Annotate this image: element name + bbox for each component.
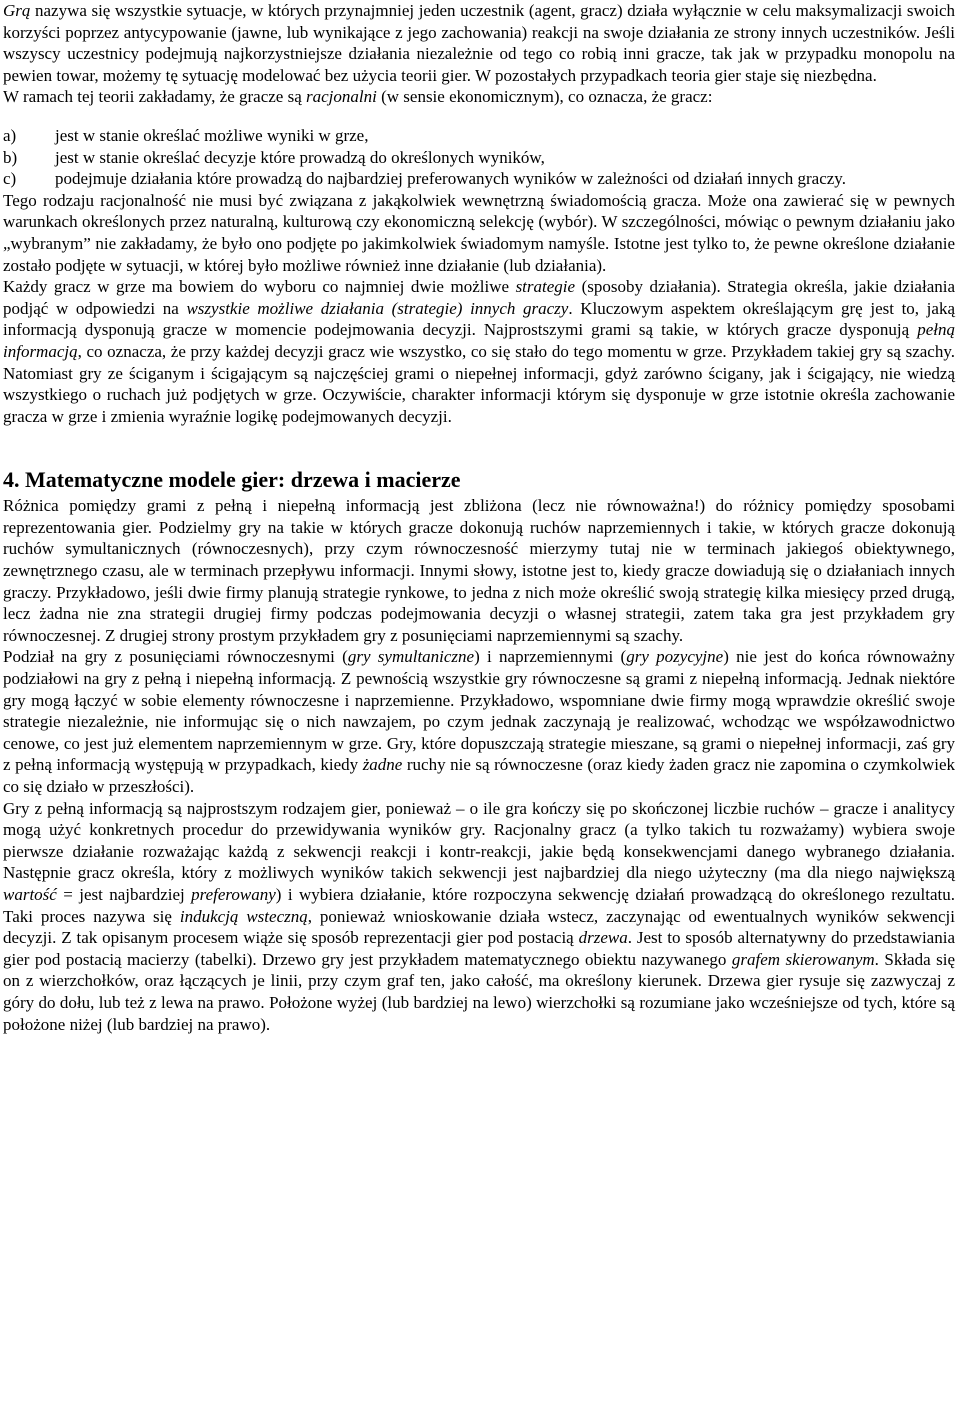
text-run: gry symultaniczne bbox=[347, 647, 475, 667]
text-run: , ponieważ wnioskowanie działa wstecz, zaczynając od ewentualnych wyników sekwencji decyzji. Z tak opisanym procesem wiąże się sposób reprezentacji gier pod postacią bbox=[3, 906, 956, 948]
text-run: indukcją wsteczną bbox=[179, 906, 308, 926]
text-run: drzewa bbox=[578, 928, 628, 948]
paragraph-rationality-intro bbox=[3, 86, 955, 108]
list-marker: c) bbox=[3, 169, 17, 189]
paragraph-game-division bbox=[3, 646, 955, 797]
rationality-list bbox=[3, 125, 955, 190]
text-run: ) i naprzemiennymi ( bbox=[474, 647, 627, 667]
text-run: . Składa się on z wierzchołków, oraz łączących je linii, przy czym graf ten, jako całość, ma określony kierunek. Drzewa gier rysuje się zazwyczaj z góry do dołu, lub też z lewa na prawo. Położone wyżej (lub bardziej na lewo) wierzchołki są rozumiane jako wcześniejsze od tych, które są położone niżej (lub bardziej na prawo). bbox=[3, 949, 955, 1034]
text-run: grafem skierowanym bbox=[731, 949, 875, 969]
section-heading: 4. Matematyczne modele gier: drzewa i macierze bbox=[3, 467, 461, 493]
text-run: Podział na gry z posunięciami równoczesnymi ( bbox=[3, 647, 348, 667]
text-run: Tego rodzaju racjonalność nie musi być związana z jakąkolwiek wewnętrzną świadomością gracza. Może ona zawierać się w pewnych warunkach określonych przez naturalną, kulturową czy ekonomiczną selekcję (wybór). W szczególności, mówiąc o pewnym działaniu jako „wybranym” nie zakładamy, że było ono podjęte po jakimkolwiek świadomym namyśle. Istotne jest tylko to, że pewne określone działanie zostało podjęte w sytuacji, w której było możliwe również inne działanie (lub działania). bbox=[3, 190, 955, 275]
text-run: racjonalni bbox=[306, 87, 377, 107]
list-item bbox=[3, 125, 955, 147]
text-run: Różnica pomiędzy grami z pełną i niepełną informacją jest zbliżona (lecz nie równoważna!) do różnicy pomiędzy sposobami reprezentowania gier. Podzielmy gry na takie w których gracze dokonują ruchów naprzemiennych i takie, w których gracze dokonują ruchów symultanicznych (równoczesnych), przy czym równoczesność mierzymy tutaj nie w terminach jakiegoś obiektywnego, zewnętrznego czasu, ale w terminach przepływu informacji. Innymi słowy, istotne jest to, kiedy gracze dowiadują się o działaniach innych graczy. Przykładowo, jeśli dwie firmy planują strategie rynkowe, to jedna z nich może określić swoją strategię kilka miesięcy przed drugą, lecz żadna nie zna strategii drugiej firmy podczas podejmowania decyzji o własnej strategii, zatem taka gra jest przykładem gry równoczesnej. Z drugiej strony prostym przykładem gry z posunięciami naprzemiennymi są szachy. bbox=[3, 496, 955, 645]
text-run: preferowany bbox=[191, 884, 276, 904]
text-run: . Jest to sposób alternatywny do przedstawiania gier pod postacią macierzy (tabelki). Drzewo gry jest przykładem matematycznego obiektu nazywanego bbox=[3, 928, 955, 969]
text-run: Gry z pełną informacją są najprostszym rodzajem gier, ponieważ – o ile gra kończy się po skończonej liczbie ruchów – gracze i analitycy mogą użyć konkretnych procedur do przewidywania wyników gry. Racjonalny gracz (a tylko takich tu rozważamy) wybiera swoje pierwsze działanie rozważając każdą z sekwencji reakcji i kontr-reakcji, jakie będą konsekwencjami danego wybranego działania. Następnie gracz określa, który z możliwych wyników takich sekwencji jest najbardziej dla niego użyteczny (ma dla niego największą bbox=[3, 798, 955, 883]
text-run: wartość bbox=[3, 884, 57, 904]
paragraph-strategies bbox=[3, 276, 955, 427]
text-run: strategie bbox=[515, 277, 576, 297]
paragraph-game-representation bbox=[3, 495, 955, 646]
text-run: nazywa się wszystkie sytuacje, w których przynajmniej jeden uczestnik (agent, gracz) działa wyłącznie w celu maksymalizacji swoich korzyści poprzez antycypowanie (jawne, lub wynikające z jego zachowania) reakcji na swoje działania ze strony innych uczestników. Jeśli wszyscy uczestnicy podejmują najkorzystniejsze działania niezależnie od tego co robią inni gracze, tak jak w przypadku monopolu na pewien towar, możemy tę sytuację modelować bez użycia teorii gier. W pozostałych przypadkach teoria gier staje się niezbędna. bbox=[3, 1, 955, 85]
text-run: W ramach tej teorii zakładamy, że gracze są bbox=[3, 87, 306, 107]
list-marker: b) bbox=[3, 147, 18, 167]
text-run: ) i wybiera działanie, które rozpoczyna sekwencję działań prowadzącą do określonego rezultatu. Taki proces nazywa się bbox=[3, 884, 955, 926]
document-page bbox=[3, 0, 955, 1035]
list-marker: a) bbox=[3, 125, 17, 145]
paragraph-rationality-nature bbox=[3, 190, 955, 276]
text-run: , co oznacza, że przy każdej decyzji gracz wie wszystko, co się stało do tego momentu w grze. Przykładem takiej gry są szachy. Natomiast gry ze ściganym i ścigającym są najczęściej grami o niepełnej informacji, gdyż zarówno ścigany, jak i ścigający, nie wiedzą wszystkiego o ruchach już podjętych w grze. Oczywiście, charakter informacji którym się dysponuje w grze istotnie określa zachowanie gracza w grze i zmienia wyraźnie logikę podejmowanych decyzji. bbox=[3, 341, 955, 426]
list-item bbox=[3, 168, 955, 190]
list-item bbox=[3, 147, 955, 169]
text-run: (w sensie ekonomicznym), co oznacza, że gracz: bbox=[376, 87, 713, 107]
text-run: żadne bbox=[362, 755, 403, 775]
text-run: Grą bbox=[3, 1, 31, 20]
paragraph-game-definition bbox=[3, 0, 955, 86]
text-run: pełną informacją bbox=[3, 320, 955, 361]
text-run: ) nie jest do końca równoważny podziałowi na gry z pełną i niepełną informacją. Z pewnością wszystkie gry równoczesne są grami z niepełną informacją. Jednak niektóre gry mogą łączyć w sobie elementy równoczesne i naprzemienne. Przykładowo, wspomniane dwie firmy mogą wprawdzie określić swoje strategie niezależnie, nie informując się o nich nawzajem, po czym jednak zaczynają je realizować, wchodząc we współzawodnictwo cenowe, co jest już elementem naprzemiennym w grze. Gry, które dopuszczają strategie mieszane, są grami o niepełnej informacji, zaś gry z pełną informacją występują w przypadkach, kiedy bbox=[3, 647, 956, 775]
text-run: = jest najbardziej bbox=[56, 884, 192, 904]
list-item-text: podejmuje działania które prowadzą do najbardziej preferowanych wyników w zależności od działań innych graczy. bbox=[55, 169, 846, 189]
paragraph-game-trees bbox=[3, 798, 955, 1036]
text-run: (sposoby działania). Strategia określa, jakie działania podjąć w odpowiedzi na bbox=[3, 277, 956, 318]
text-run: wszystkie możliwe działania (strategie) innych graczy bbox=[186, 298, 569, 318]
text-run: gry pozycyjne bbox=[626, 647, 724, 667]
list-item-text: jest w stanie określać możliwe wyniki w grze, bbox=[55, 125, 369, 145]
text-run: Każdy gracz w grze ma bowiem do wyboru co najmniej dwie możliwe bbox=[3, 277, 516, 297]
text-run: . Kluczowym aspektem określającym grę jest to, jaką informacją dysponują gracze w momencie podejmowania decyzji. Najprostszymi grami są takie, w których gracze dysponują bbox=[3, 298, 956, 340]
text-run: ruchy nie są równoczesne (oraz kiedy żaden gracz nie zapomina o czymkolwiek co się działo w przeszłości). bbox=[3, 755, 955, 796]
list-item-text: jest w stanie określać decyzje które prowadzą do określonych wyników, bbox=[55, 147, 545, 167]
